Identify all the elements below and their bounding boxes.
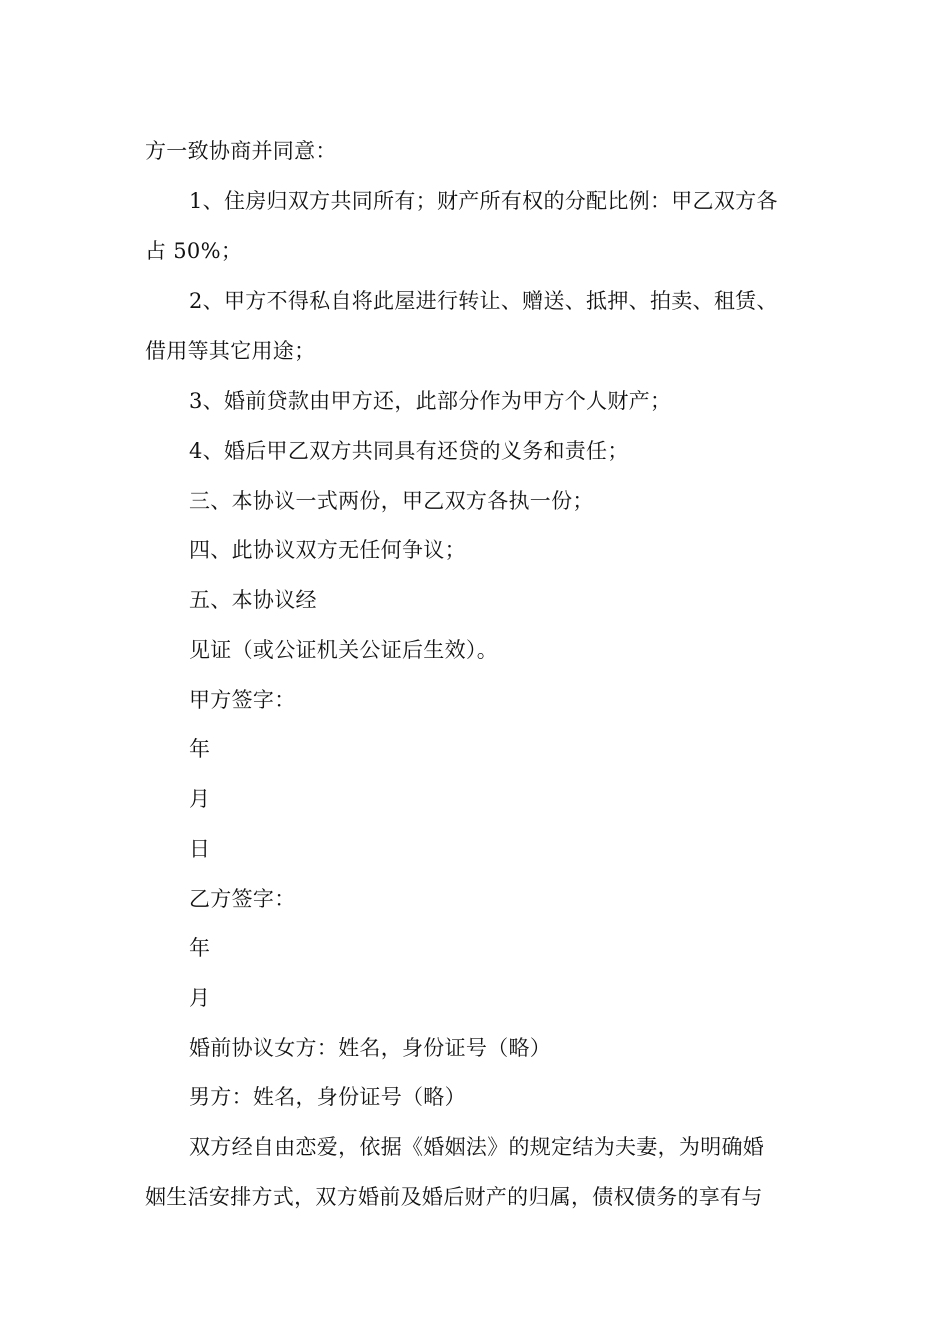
text-line: 姻生活安排方式，双方婚前及婚后财产的归属，债权债务的享有与: [145, 1185, 763, 1209]
text-line: 4、婚后甲乙双方共同具有还贷的义务和责任；: [189, 439, 629, 463]
text-line: 双方经自由恋爱，依据《婚姻法》的规定结为夫妻，为明确婚: [189, 1135, 765, 1159]
text-line: 见证（或公证机关公证后生效）。: [189, 638, 498, 662]
text-line: 月: [189, 787, 211, 811]
text-line: 3、婚前贷款由甲方还，此部分作为甲方个人财产；: [189, 389, 672, 413]
text-line: 乙方签字：: [189, 887, 296, 911]
text-line: 日: [189, 837, 211, 861]
text-line: 方一致协商并同意：: [145, 139, 337, 163]
text-line: 年: [189, 737, 211, 761]
text-line: 借用等其它用途；: [145, 339, 316, 363]
text-line: 三、本协议一式两份，甲乙双方各执一份；: [189, 489, 594, 513]
text-line: 占 50%；: [145, 239, 243, 263]
text-line: 男方：姓名，身份证号（略）: [189, 1085, 466, 1109]
text-line: 月: [189, 986, 211, 1010]
text-line: 五、本协议经: [189, 588, 317, 612]
text-line: 年: [189, 936, 211, 960]
text-line: 1、住房归双方共同所有；财产所有权的分配比例：甲乙双方各: [189, 189, 778, 213]
text-line: 婚前协议女方：姓名，身份证号（略）: [189, 1036, 552, 1060]
text-line: 甲方签字：: [189, 688, 296, 712]
text-line: 2、甲方不得私自将此屋进行转让、赠送、抵押、拍卖、租赁、: [189, 289, 778, 313]
text-line: 四、此协议双方无任何争议；: [189, 538, 466, 562]
